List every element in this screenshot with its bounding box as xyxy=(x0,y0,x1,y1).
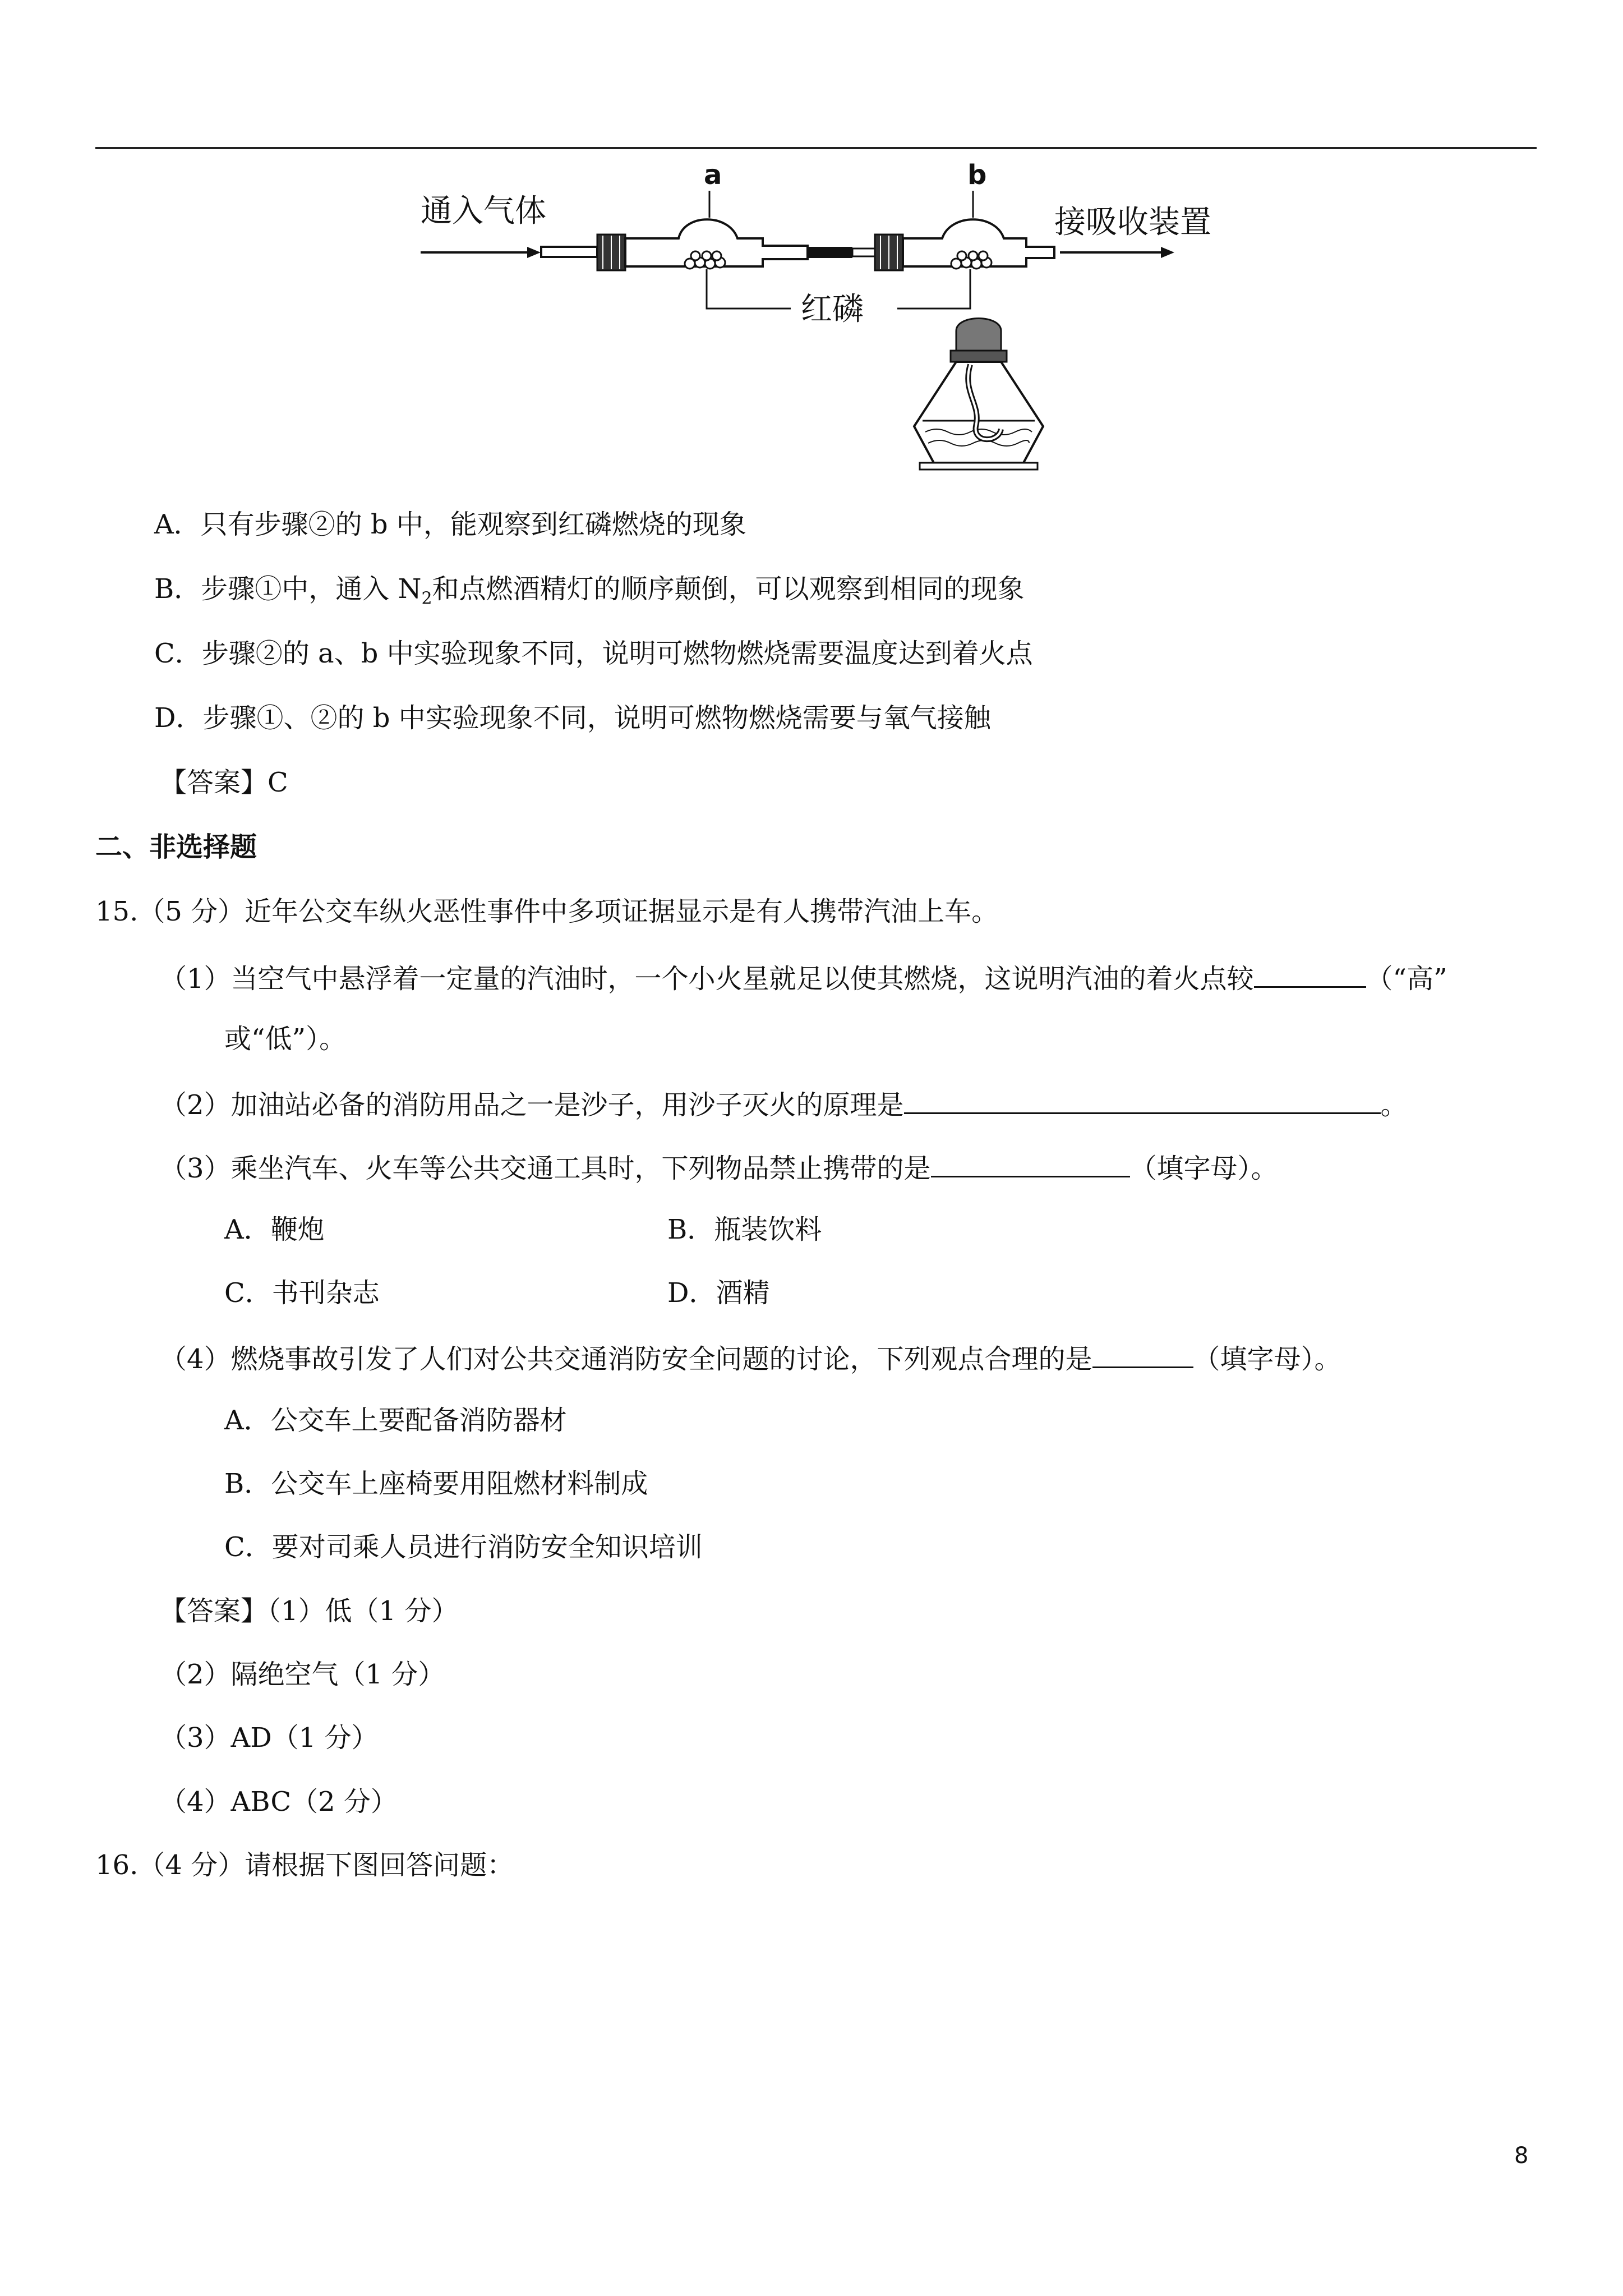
section-title: 二、非选择题 xyxy=(95,831,257,863)
apparatus-diagram xyxy=(415,157,1234,482)
q14-option-d: D．步骤①、②的 b 中实验现象不同，说明可燃物燃烧需要与氧气接触 xyxy=(154,702,991,734)
q15-part4-option-a: A．公交车上要配备消防器材 xyxy=(224,1405,567,1436)
q15-part4-option-b: B．公交车上座椅要用阻燃材料制成 xyxy=(224,1468,648,1499)
q15-part3-option-d: D．酒精 xyxy=(667,1277,770,1309)
q14-option-c: C．步骤②的 a、b 中实验现象不同，说明可燃物燃烧需要温度达到着火点 xyxy=(154,638,1033,669)
q15-part3-option-a: A．鞭炮 xyxy=(224,1214,325,1245)
connector xyxy=(808,247,852,258)
q15-answer-1: 【答案】（1）低（1 分） xyxy=(160,1595,459,1627)
page-number: 8 xyxy=(1514,2143,1529,2169)
label-a: a xyxy=(704,159,722,191)
header-rule xyxy=(95,147,1537,149)
q15-part3-option-c: C．书刊杂志 xyxy=(224,1277,380,1309)
phosphorus-a xyxy=(685,251,725,269)
red-phosphorus-label: 红磷 xyxy=(801,291,864,328)
label-b: b xyxy=(967,159,987,191)
q15-part3-option-b: B．瓶装饮料 xyxy=(667,1214,822,1245)
q15-part3: （3）乘坐汽车、火车等公共交通工具时，下列物品禁止携带的是 （填字母）。 xyxy=(160,1149,1278,1185)
q14-option-a: A．只有步骤②的 b 中，能观察到红磷燃烧的现象 xyxy=(154,509,746,540)
q15-answer-4: （4）ABC（2 分） xyxy=(160,1786,398,1818)
q15-part2: （2）加油站必备的消防用品之一是沙子，用沙子灭火的原理是 。 xyxy=(160,1085,1408,1122)
q15-part2-blank xyxy=(904,1085,1381,1114)
q15-stem: 15.（5 分）近年公交车纵火恶性事件中多项证据显示是有人携带汽油上车。 xyxy=(95,896,999,927)
alcohol-lamp xyxy=(914,319,1043,470)
q15-part4-blank xyxy=(1092,1340,1193,1368)
q15-part4: （4）燃烧事故引发了人们对公共交通消防安全问题的讨论，下列观点合理的是 （填字母）。 xyxy=(160,1340,1341,1376)
q15-answer-2: （2）隔绝空气（1 分） xyxy=(160,1659,445,1690)
q15-part3-blank xyxy=(931,1149,1130,1177)
q15-answer-3: （3）AD（1 分） xyxy=(160,1722,379,1754)
phosphorus-b xyxy=(951,251,992,269)
q15-part1-cont: 或“低”）。 xyxy=(224,1023,347,1055)
q15-part1-blank xyxy=(1254,959,1366,988)
q16-stem: 16.（4 分）请根据下图回答问题： xyxy=(95,1849,514,1881)
q15-part1: （1）当空气中悬浮着一定量的汽油时，一个小火星就足以使其燃烧，这说明汽油的着火点较 （“高” xyxy=(160,959,1447,996)
gas-in-label: 通入气体 xyxy=(421,193,546,229)
q14-option-b: B．步骤①中，通入 $N_2$和点燃酒精灯的顺序颠倒，可以观察到相同的现象 xyxy=(154,573,1025,609)
q14-answer: 【答案】C xyxy=(160,767,288,798)
absorb-label: 接吸收装置 xyxy=(1054,204,1211,241)
q15-part4-option-c: C．要对司乘人员进行消防安全知识培训 xyxy=(224,1531,703,1563)
